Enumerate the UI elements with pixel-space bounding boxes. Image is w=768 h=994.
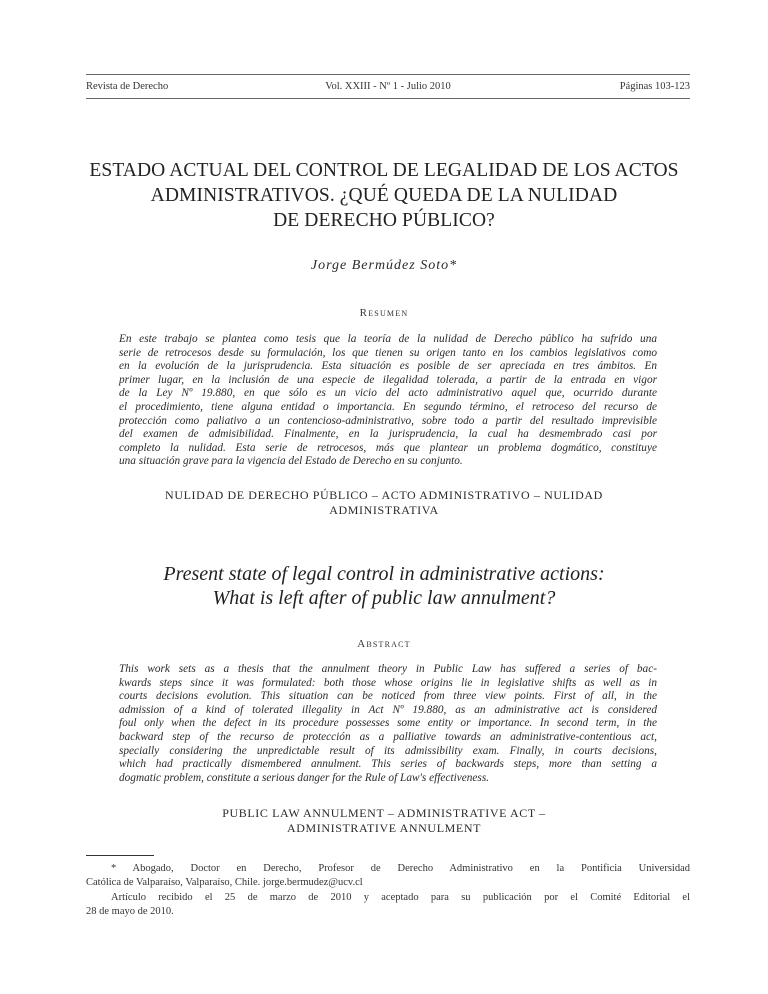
page-range: Páginas 103-123 <box>619 81 690 92</box>
received-footnote-line: 28 de mayo de 2010. <box>86 906 174 918</box>
running-header <box>86 74 690 99</box>
keyword-line: ADMINISTRATIVE ANNULMENT <box>286 821 482 835</box>
abstract-heading: Abstract <box>357 638 411 650</box>
journal-name: Revista de Derecho <box>86 81 169 92</box>
resumen-line: protección como paliativo a un contencioso-administrativo, sobre todo a partir del resultado imprevisible <box>119 414 657 427</box>
abstract-line: dogmatic problem, constitute a serious danger for the Rule of Law's effectiveness. <box>119 771 490 784</box>
received-footnote-line: Artículo recibido el 25 de marzo de 2010 y aceptado para su publicación por el Comité Editorial el <box>111 891 690 903</box>
abstract-line: specially considering the unpredictable result of its admissibility exam. Finally, in courts decisions, <box>119 744 657 757</box>
footnote-divider <box>86 855 154 856</box>
keyword-line: PUBLIC LAW ANNULMENT – ADMINISTRATIVE ACT – <box>222 806 546 820</box>
resumen-line: primer lugar, en la inclusión de una especie de ilegalidad tolerada, a partir de la entrada en vigor <box>119 373 657 386</box>
author-name: Jorge Bermúdez Soto* <box>310 258 458 273</box>
english-title-line: What is left after of public law annulment? <box>212 587 556 609</box>
resumen-body <box>119 333 657 469</box>
resumen-line: de la Ley Nº 19.880, en que sólo es un vicio del acto administrativo aquel que, ocurrido durante <box>119 387 657 400</box>
abstract-line: backward step of the recurso de protección as a palliative towards an administrative-contentious act, <box>119 730 657 743</box>
article-title <box>60 158 708 233</box>
author-footnote-line: * Abogado, Doctor en Derecho, Profesor de Derecho Administrativo en la Pontificia Universidad <box>111 863 690 874</box>
english-title <box>0 562 768 610</box>
footnotes <box>86 862 690 920</box>
author-footnote-line: Católica de Valparaíso, Valparaíso, Chile. jorge.bermudez@ucv.cl <box>86 877 363 889</box>
resumen-line: En este trabajo se plantea como tesis que la teoría de la nulidad de Derecho público ha sufrido una <box>119 333 657 345</box>
resumen-line: del examen de admisibilidad. Finalmente, en la jurisprudencia, la cual ha desmembrado casi por <box>119 428 657 441</box>
resumen-keywords <box>80 488 688 518</box>
abstract-line: foul only when the defect in its procedure possesses some entity or importance. In second term, in the <box>119 717 657 730</box>
abstract-line: This work sets as a thesis that the annulment theory in Public Law has suffered a series of bac- <box>119 663 657 675</box>
keyword-line: NULIDAD DE DERECHO PÚBLICO – ACTO ADMINISTRATIVO – NULIDAD <box>165 488 603 502</box>
english-title-line: Present state of legal control in administrative actions: <box>163 563 605 585</box>
abstract-body <box>119 663 657 785</box>
resumen-line: el procedimiento, tiene alguna entidad o importancia. En segundo término, el retroceso del recurso de <box>119 400 657 413</box>
title-line: ESTADO ACTUAL DEL CONTROL DE LEGALIDAD DE LOS ACTOS <box>89 160 679 181</box>
resumen-line: serie de retrocesos desde su formulación, los que tienen su origen tanto en los cambios legislativos como <box>119 346 657 359</box>
resumen-line: completo la nulidad. Esta serie de retrocesos, más que plantear un problema dogmático, constituye <box>119 441 657 454</box>
keyword-line: ADMINISTRATIVA <box>329 503 439 517</box>
resumen-line: en la evolución de la jurisprudencia. Esta situación es posible de ser apreciada en tres ámbitos. En <box>119 360 657 373</box>
abstract-line: which had practically dismembered annulment. This series of backwards steps, more than setting a <box>119 758 657 771</box>
abstract-keywords <box>80 806 688 836</box>
issue-info: Vol. XXIII - Nº 1 - Julio 2010 <box>325 81 451 92</box>
abstract-line: courts decisions evolution. This situation can be noticed from three view points. First of all, in the <box>119 690 657 703</box>
abstract-line: kwards steps since it was formulated: both those whose origins lie in legislative shifts as well as in <box>119 676 657 689</box>
abstract-line: admission of a kind of tolerated illegality in Act Nº 19.880, as an administrative act is considered <box>119 703 657 716</box>
title-line: ADMINISTRATIVOS. ¿QUÉ QUEDA DE LA NULIDAD <box>150 185 618 206</box>
title-line: DE DERECHO PÚBLICO? <box>273 210 495 231</box>
resumen-line: una situación grave para la vigencia del Estado de Derecho en su conjunto. <box>119 455 463 468</box>
resumen-heading: Resumen <box>359 307 409 319</box>
